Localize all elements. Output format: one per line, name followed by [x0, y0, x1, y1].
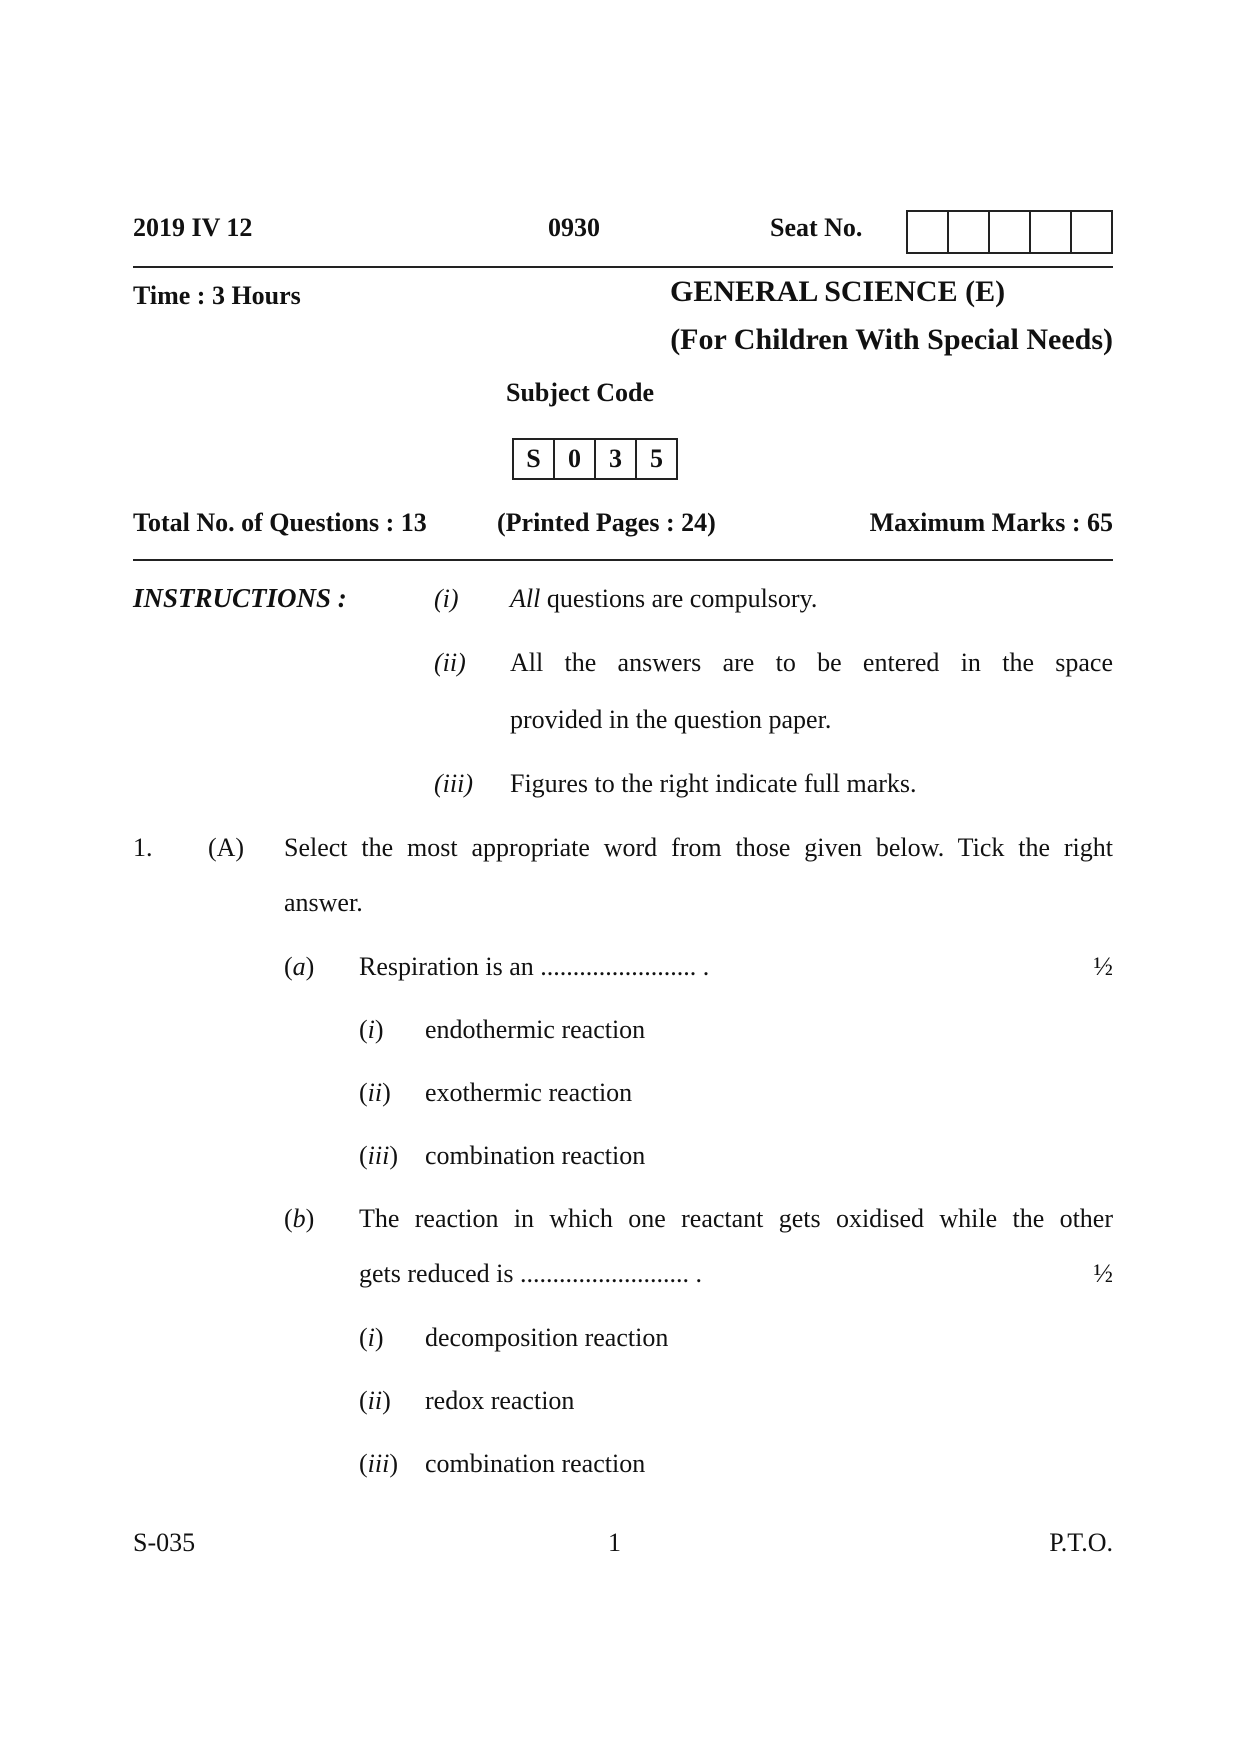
sub-letter: a: [292, 952, 306, 981]
sub-question-letter: (a): [284, 952, 315, 981]
instruction-text: Figures to the right indicate full marks.: [510, 769, 917, 798]
sub-question-text: The reaction in which one reactant gets oxidised while the other: [359, 1204, 1113, 1233]
instruction-number: (ii): [434, 648, 466, 677]
option-text[interactable]: combination reaction: [425, 1141, 646, 1170]
maximum-marks: Maximum Marks : 65: [869, 508, 1113, 537]
seat-box[interactable]: [1029, 212, 1070, 252]
option-number: (i): [359, 1323, 384, 1352]
instruction-text: All the answers are to be entered in the space: [510, 648, 1113, 677]
option-number: (i): [359, 1015, 384, 1044]
instruction-text-continued: provided in the question paper.: [510, 705, 832, 734]
instructions-divider: [133, 559, 1113, 561]
option-numeral: ii: [367, 1078, 383, 1107]
marks: ½: [1093, 1259, 1113, 1288]
seat-box[interactable]: [947, 212, 988, 252]
instruction-rest: questions are compulsory.: [540, 584, 818, 613]
question-stem-continued: answer.: [284, 888, 363, 917]
option-number: (ii): [359, 1386, 391, 1415]
option-text[interactable]: redox reaction: [425, 1386, 575, 1415]
seat-number-boxes[interactable]: [906, 210, 1113, 254]
header-divider: [133, 266, 1113, 268]
printed-pages: (Printed Pages : 24): [497, 508, 716, 537]
seat-number-label: Seat No.: [770, 213, 863, 242]
option-numeral: iii: [367, 1141, 390, 1170]
option-text[interactable]: combination reaction: [425, 1449, 646, 1478]
sub-question-letter: (b): [284, 1204, 315, 1233]
subject-code-char: 0: [553, 440, 594, 478]
seat-box[interactable]: [988, 212, 1029, 252]
paper-code: 2019 IV 12: [133, 213, 253, 242]
option-number: (ii): [359, 1078, 391, 1107]
seat-box[interactable]: [908, 212, 947, 252]
option-number: (iii): [359, 1449, 399, 1478]
instruction-lead-word: All: [510, 584, 541, 613]
question-number: 1.: [133, 833, 153, 862]
question-stem: Select the most appropriate word from those given below. Tick the right: [284, 833, 1113, 862]
total-questions: Total No. of Questions : 13: [133, 508, 427, 537]
instruction-text: [510, 584, 817, 614]
paper-number: 0930: [548, 213, 600, 242]
option-numeral: ii: [367, 1386, 383, 1415]
marks: ½: [1093, 952, 1113, 981]
instruction-number: (i): [434, 584, 459, 613]
subject-code-label: Subject Code: [506, 378, 655, 407]
option-numeral: iii: [367, 1449, 390, 1478]
instruction-number: (iii): [434, 769, 473, 798]
subject-subtitle: (For Children With Special Needs): [670, 323, 1113, 356]
page-number: 1: [608, 1528, 621, 1557]
option-text[interactable]: endothermic reaction: [425, 1015, 646, 1044]
option-text[interactable]: decomposition reaction: [425, 1323, 669, 1352]
time-allowed: Time : 3 Hours: [133, 281, 301, 310]
sub-question-text: Respiration is an ........................ .: [359, 952, 710, 981]
question-part: (A): [208, 833, 245, 862]
option-number: (iii): [359, 1141, 399, 1170]
option-numeral: i: [367, 1015, 375, 1044]
please-turn-over: P.T.O.: [1049, 1528, 1113, 1557]
option-text[interactable]: exothermic reaction: [425, 1078, 633, 1107]
subject-code-char: S: [526, 444, 541, 473]
option-numeral: i: [367, 1323, 375, 1352]
footer-code: S-035: [133, 1528, 196, 1557]
seat-box[interactable]: [1070, 212, 1111, 252]
subject-code-char: 3: [594, 440, 635, 478]
instructions-label: INSTRUCTIONS :: [133, 583, 347, 613]
subject-code-boxes: [512, 438, 678, 480]
sub-letter: b: [292, 1204, 306, 1233]
subject-code-char: 5: [635, 440, 676, 478]
sub-question-text-continued: gets reduced is .......................... .: [359, 1259, 703, 1288]
subject-title: GENERAL SCIENCE (E): [670, 275, 1006, 308]
